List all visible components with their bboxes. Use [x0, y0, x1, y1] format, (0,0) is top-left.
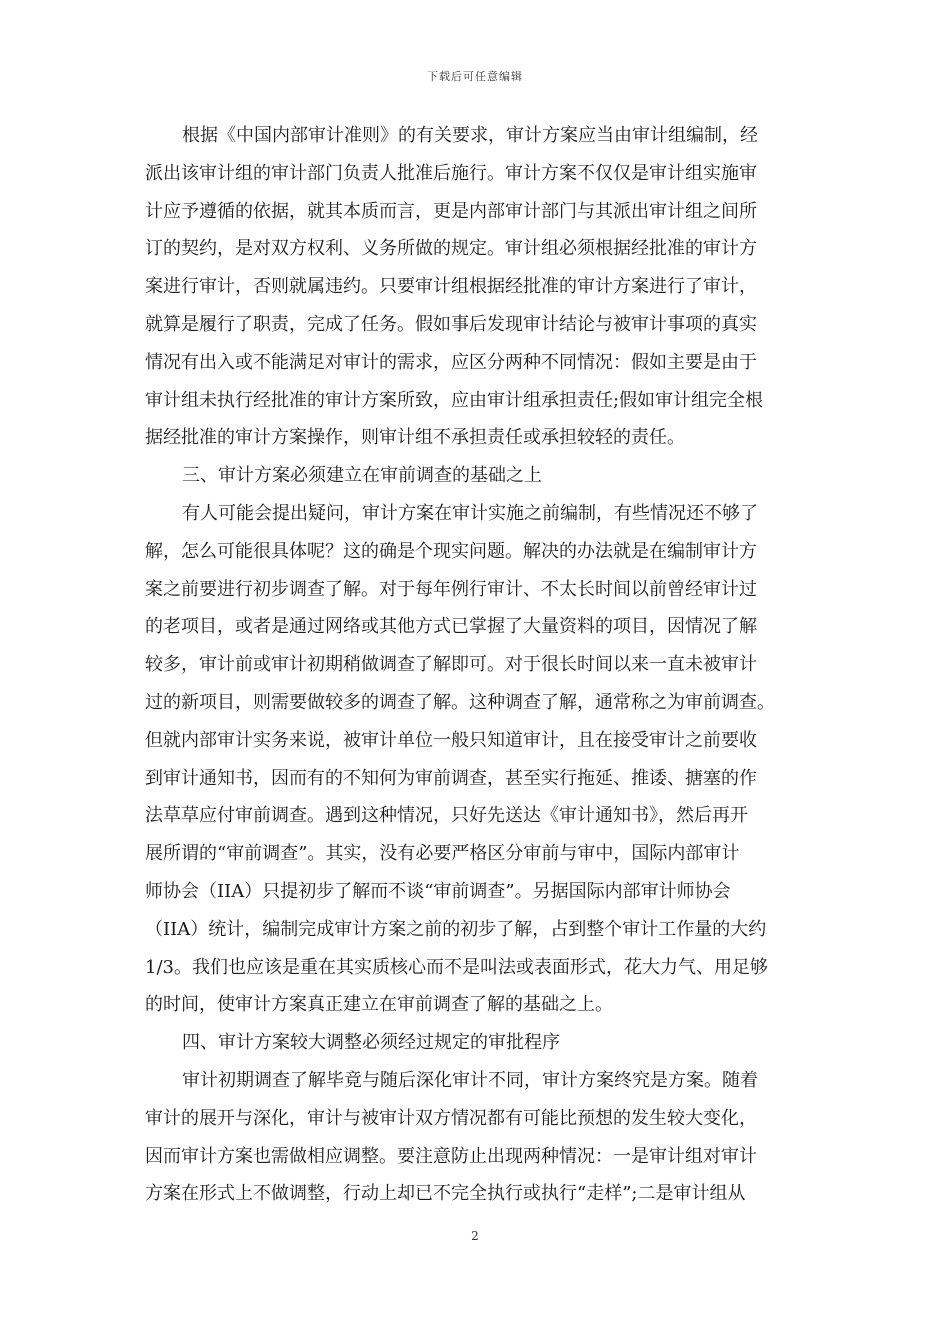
text-line: 根据《中国内部审计准则》的有关要求，审计方案应当由审计组编制，经 — [182, 125, 758, 146]
text-line: 派出该审计组的审计部门负责人批准后施行。审计方案不仅仅是审计组实施审 — [145, 162, 757, 184]
text-line: 师协会（IIA）只提初步了解而不谈“审前调查”。另据国际内部审计师协会 — [145, 880, 731, 902]
text-line: 的老项目，或者是通过网络或其他方式已掌握了大量资料的项目，因情况了解 — [145, 616, 757, 638]
text-line: 1/3。我们也应该是重在其实质核心而不是叫法或表面形式，花大力气、用足够 — [145, 956, 768, 978]
text-line: 展所谓的“审前调查”。其实，没有必要严格区分审前与审中，国际内部审计 — [145, 843, 740, 865]
text-line: 过的新项目，则需要做较多的调查了解。这种调查了解，通常称之为审前调查。 — [145, 691, 775, 713]
page-header: 下载后可任意编辑 — [427, 70, 523, 83]
text-line: 因而审计方案也需做相应调整。要注意防止出现两种情况：一是审计组对审计 — [145, 1145, 757, 1167]
page-number: 2 — [471, 1229, 479, 1243]
text-line: 案进行审计，否则就属违约。只要审计组根据经批准的审计方案进行了审计， — [145, 276, 757, 298]
text-line: 法草草应付审前调查。遇到这种情况，只好先送达《审计通知书》，然后再开 — [145, 805, 748, 827]
text-line: 就算是履行了职责，完成了任务。假如事后发现审计结论与被审计事项的真实 — [145, 313, 757, 335]
text-line: （IIA）统计，编制完成审计方案之前的初步了解，占到整个审计工作量的大约 — [145, 918, 767, 940]
text-line: 方案在形式上不做调整，行动上却已不完全执行或执行“走样”;二是审计组从 — [145, 1183, 746, 1205]
text-line: 到审计通知书，因而有的不知何为审前调查，甚至实行拖延、推诿、搪塞的作 — [145, 767, 757, 789]
text-line: 四、审计方案较大调整必须经过规定的审批程序 — [182, 1032, 560, 1054]
document-body — [145, 117, 805, 1213]
text-line: 案之前要进行初步调查了解。对于每年例行审计、不太长时间以前曾经审计过 — [145, 578, 757, 600]
text-line: 三、审计方案必须建立在审前调查的基础之上 — [182, 465, 542, 487]
text-line: 订的契约，是对双方权利、义务所做的规定。审计组必须根据经批准的审计方 — [145, 238, 757, 260]
text-line: 解，怎么可能很具体呢？这的确是个现实问题。解决的办法就是在编制审计方 — [145, 540, 757, 562]
text-line: 情况有出入或不能满足对审计的需求，应区分两种不同情况：假如主要是由于 — [145, 351, 757, 373]
text-line: 但就内部审计实务来说，被审计单位一般只知道审计，且在接受审计之前要收 — [145, 729, 757, 751]
text-line: 据经批准的审计方案操作，则审计组不承担责任或承担较轻的责任。 — [145, 427, 685, 449]
text-line: 审计初期调查了解毕竟与随后深化审计不同，审计方案终究是方案。随着 — [182, 1069, 758, 1091]
text-line: 计应予遵循的依据，就其本质而言，更是内部审计部门与其派出审计组之间所 — [145, 200, 757, 222]
text-line: 审计组未执行经批准的审计方案所致，应由审计组承担责任;假如审计组完全根 — [145, 389, 764, 411]
text-line: 审计的展开与深化，审计与被审计双方情况都有可能比预想的发生较大变化， — [145, 1107, 757, 1129]
text-line: 较多，审计前或审计初期稍做调查了解即可。对于很长时间以来一直未被审计 — [145, 654, 757, 676]
text-line: 的时间，使审计方案真正建立在审前调查了解的基础之上。 — [145, 994, 613, 1016]
text-line: 有人可能会提出疑问，审计方案在审计实施之前编制，有些情况还不够了 — [182, 502, 758, 524]
